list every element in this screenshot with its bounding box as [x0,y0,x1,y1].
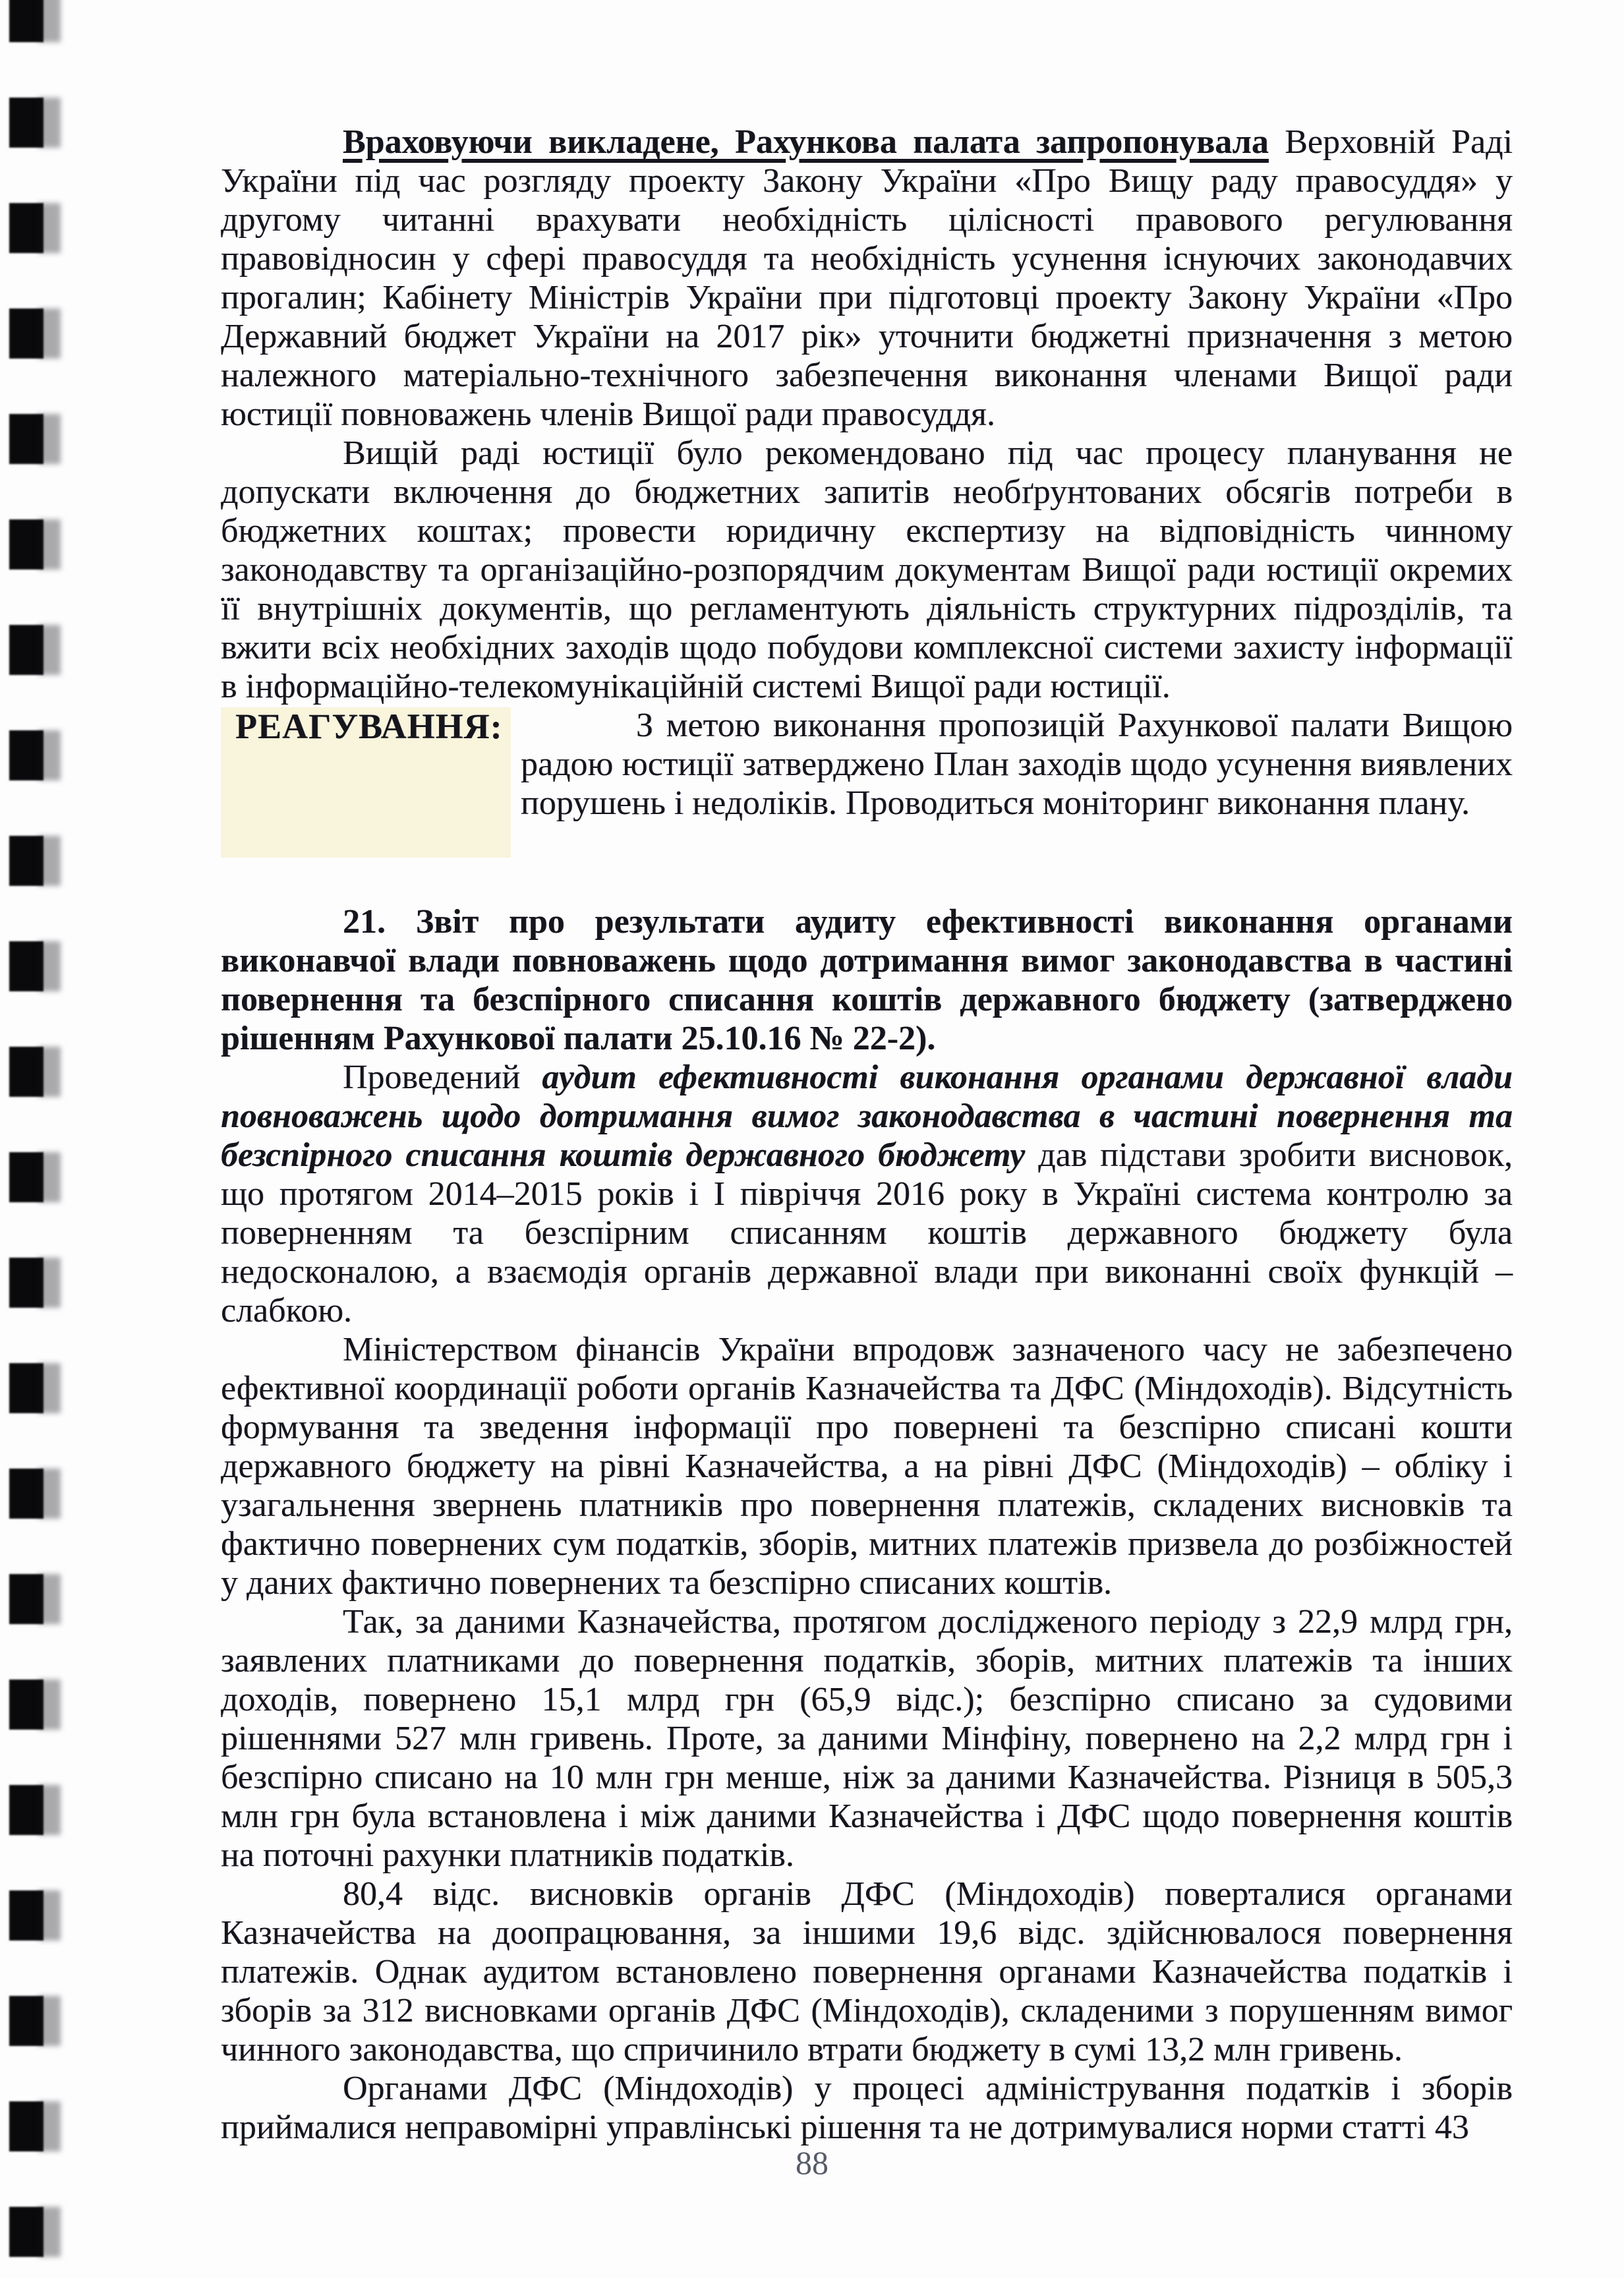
page-number: 88 [796,2144,828,2181]
report-21-heading: 21. Звіт про результати аудиту ефективності виконання органами виконавчої влади повноважень щодо дотримання вимог законодавства в частині повернення та безспірного списання коштів державного бюджету (затверджено рішенням Рахункової палати 25.10.16 № 22-2). [221,903,1513,1057]
paragraph-proposal-rest: Верховній Раді України під час розгляду проекту Закону України «Про Вищу раду правосуддя» у другому читанні врахувати необхідність цілісності правового регулювання правовідносин у сфері правосуддя та необхідність усунення існуючих законодавчих прогалин; Кабінету Міністрів України при підготовці проекту Закону України «Про Державний бюджет України на 2017 рік» уточнити бюджетні призначення з метою належного матеріально-технічного забезпечення виконання членами Вищої ради юстиції повноважень членів Вищої ради правосуддя. [221,123,1513,433]
paragraph-audit-rest: дав підстави зробити висновок, що протягом 2014–2015 років і І півріччя 2016 року в Україні система контролю за поверненням та безспірним списанням коштів державного бюджету була недосконалою, а взаємодія органів державної влади при виконанні своїх функцій – слабкою. [221,1136,1513,1329]
paragraph-recommendation: Вищій раді юстиції було рекомендовано під час процесу планування не допускати включення до бюджетних запитів необґрунтованих обсягів потреби в бюджетних коштах; провести юридичну експертизу на відповідність чинному законодавству та організаційно-розпорядчим документам Вищої ради юстиції окремих її внутрішніх документів, що регламентують діяльність структурних підрозділів, та вжити всіх необхідних заходів щодо побудови комплексної системи захисту інформації в інформаційно-телекомунікаційній системі Вищої ради юстиції. [221,434,1513,705]
paragraph-audit-emphasis: аудит ефективності виконання органами державної влади повноважень щодо дотримання вимог законодавства в частині повернення та безспірного списання коштів державного бюджету [221,1059,1513,1174]
paragraph-minfin: Міністерством фінансів України впродовж зазначеного часу не забезпечено ефективної координації роботи органів Казначейства та ДФС (Міндоходів). Відсутність формування та зведення інформації про повернені та безспірно списані кошти державного бюджету на рівні Казначейства, а на рівні ДФС (Міндоходів) – обліку і узагальнення звернень платників про повернення платежів, складених висновків та фактично повернених сум податків, зборів, митних платежів призвела до розбіжностей у даних фактично повернених та безспірно списаних коштів. [221,1331,1513,1602]
document-text-block [221,123,1513,2147]
paragraph-proposal-lead: Враховуючи викладене, Рахункова палата запропонувала [343,123,1269,161]
paragraph-proposal [221,123,1513,434]
paragraph-audit-conclusion [221,1058,1513,1330]
spiral-binding-smear [38,0,61,2278]
reaction-text: З метою виконання пропозицій Рахункової палати Вищою радою юстиції затверджено План заходів щодо усунення виявлених порушень і недоліків. Проводиться моніторинг виконання плану. [521,707,1513,822]
paragraph-audit-pre: Проведений [343,1059,542,1096]
reaction-label: РЕАГУВАННЯ: [235,707,503,746]
paragraph-treasury-data: Так, за даними Казначейства, протягом дослідженого періоду з 22,9 млрд грн, заявлених платниками до повернення податків, зборів, митних платежів та інших доходів, повернено 15,1 млрд грн (65,9 відс.); безспірно списано за судовими рішеннями 527 млн гривень. Проте, за даними Мінфіну, повернено на 2,2 млрд грн і безспірно списано на 10 млн грн менше, ніж за даними Казначейства. Різниця в 505,3 млн грн була встановлена і між даними Казначейства і ДФС щодо повернення коштів на поточні рахунки платників податків. [221,1603,1513,1874]
paragraph-dfs-conclusions: 80,4 відс. висновків органів ДФС (Міндоходів) поверталися органами Казначейства на доопрацювання, за іншими 19,6 відс. здійснювалося повернення платежів. Однак аудитом встановлено повернення органами Казначейства податків і зборів за 312 висновками органів ДФС (Міндоходів), складеними з порушенням вимог чинного законодавства, що спричинило втрати бюджету в сумі 13,2 млн гривень. [221,1875,1513,2068]
reaction-section [221,706,1513,862]
paragraph-dfs-decisions: Органами ДФС (Міндоходів) у процесі адміністрування податків і зборів приймалися неправомірні управлінські рішення та не дотримувалися норми статті 43 [221,2070,1513,2146]
